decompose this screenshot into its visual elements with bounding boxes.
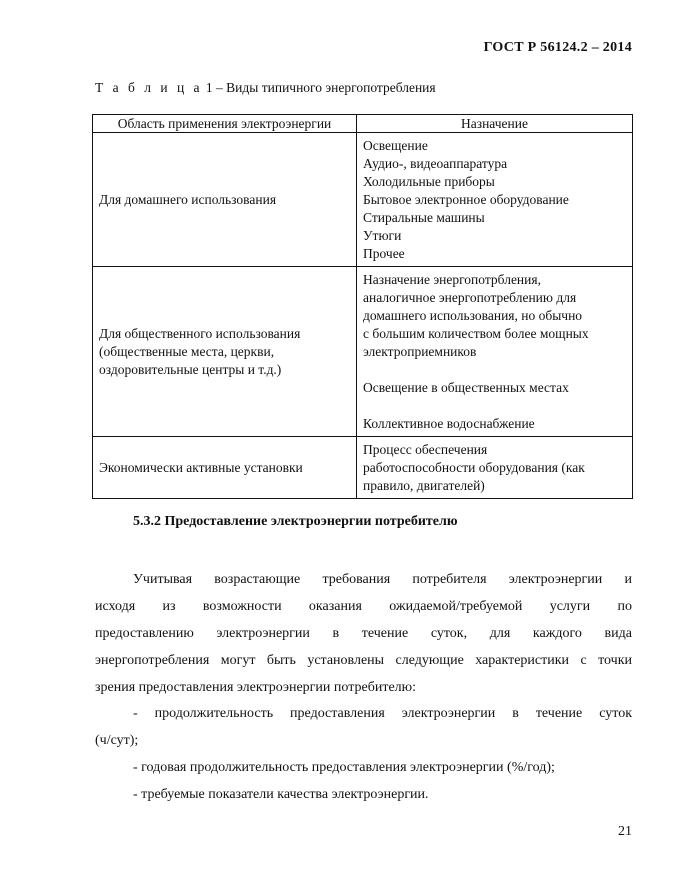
purpose-item: Утюги	[363, 228, 402, 243]
purpose-item: Коллективное водоснабжение	[363, 416, 535, 431]
purpose-item: Освещение	[363, 138, 428, 153]
purpose-item: Освещение в общественных местах	[363, 380, 569, 395]
area-cell	[93, 267, 357, 437]
area-line: (общественные места, церкви,	[99, 343, 275, 359]
list-item-line: (ч/сут);	[95, 733, 139, 748]
page-number: 21	[618, 824, 632, 839]
area-cell: Для домашнего использования	[93, 133, 357, 267]
purpose-item: с большим количеством более мощных	[363, 326, 589, 341]
purpose-item: аналогичное энергопотреблению для	[363, 290, 577, 305]
area-cell: Экономически активные установки	[93, 437, 357, 499]
purpose-item: Стиральные машины	[363, 210, 485, 225]
purpose-item: работоспособности оборудования (как	[363, 460, 585, 475]
column-header-area: Область применения электроэнергии	[93, 115, 357, 133]
paragraph-line: энергопотребления могут быть установлены следующие характеристики с точки	[95, 653, 632, 668]
purpose-cell	[357, 437, 633, 499]
table-caption-text: 1 – Виды типичного энергопотребления	[202, 80, 436, 95]
purpose-item: правило, двигателей)	[363, 478, 485, 493]
paragraph-line: Учитывая возрастающие требования потребителя электроэнергии и	[133, 572, 632, 587]
purpose-item: домашнего использования, но обычно	[363, 308, 583, 323]
list-item-annual: - годовая продолжительность предоставления электроэнергии (%/год);	[133, 760, 555, 775]
paragraph-line: зрения предоставления электроэнергии потребителю:	[95, 680, 416, 695]
table-row	[93, 437, 633, 499]
spacer	[363, 361, 626, 379]
area-line: оздоровительные центры и т.д.)	[99, 361, 282, 377]
purpose-item: Аудио-, видеоаппаратура	[363, 156, 508, 171]
purpose-item: Назначение энергопотрбления,	[363, 272, 541, 287]
purpose-item: Процесс обеспечения	[363, 442, 488, 457]
purpose-item: электроприемников	[363, 344, 477, 359]
purpose-item: Холодильные приборы	[363, 174, 495, 189]
energy-consumption-table	[92, 114, 633, 499]
table-caption-prefix: Т а б л и ц а	[95, 80, 203, 95]
purpose-cell	[357, 133, 633, 267]
table-row	[93, 133, 633, 267]
table-row	[93, 267, 633, 437]
area-line: Для общественного использования	[99, 325, 301, 341]
purpose-item: Прочее	[363, 246, 405, 261]
body-paragraph	[95, 566, 632, 701]
list-item-quality: - требуемые показатели качества электроэнергии.	[133, 787, 429, 802]
table-caption	[95, 80, 436, 96]
section-heading: 5.3.2 Предоставление электроэнергии потребителю	[133, 514, 458, 529]
paragraph-line: предоставлению электроэнергии в течение суток, для каждого вида	[95, 626, 632, 641]
spacer	[363, 397, 626, 415]
purpose-cell	[357, 267, 633, 437]
paragraph-line: исходя из возможности оказания ожидаемой/требуемой услуги по	[95, 599, 632, 614]
table-header-row	[93, 115, 633, 133]
purpose-item: Бытовое электронное оборудование	[363, 192, 569, 207]
column-header-purpose: Назначение	[357, 115, 633, 133]
list-item-duration	[95, 700, 632, 754]
standard-code: ГОСТ Р 56124.2 – 2014	[483, 40, 632, 55]
list-item-line: - продолжительность предоставления электроэнергии в течение суток	[133, 706, 632, 721]
